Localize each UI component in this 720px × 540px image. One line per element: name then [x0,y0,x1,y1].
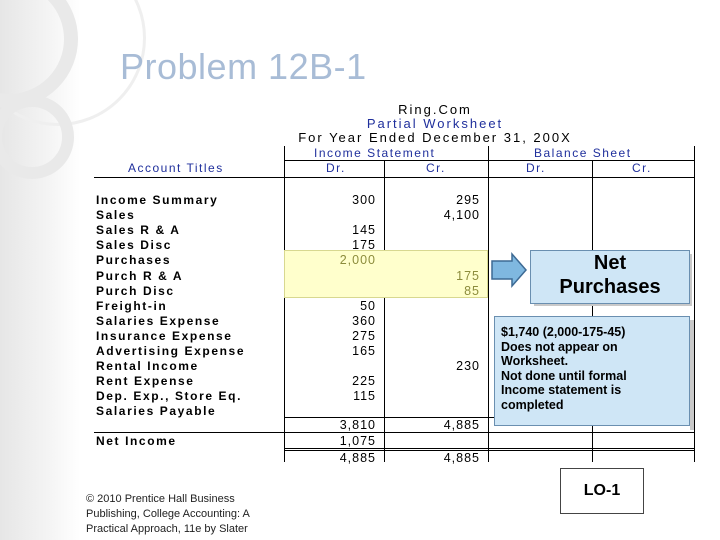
account-title-cell: Purch R & A [96,268,184,283]
amount-cell: 295 [456,193,480,207]
net-purchases-note [494,316,690,426]
note-line: $1,740 (2,000-175-45) [501,325,626,339]
is-cr-header: Cr. [426,161,446,175]
amount-cell: 360 [352,313,376,328]
account-title-cell: Purch Disc [96,283,175,298]
amount-cell: 2,000 [339,253,376,268]
account-title-cell: Sales Disc [96,238,173,253]
account-title-cell: Advertising Expense [96,344,246,358]
account-title-cell: Net Income [96,434,177,448]
amount-cell: 85 [464,283,480,298]
account-titles-header: Account Titles [128,161,224,175]
worksheet-title: Partial Worksheet [366,116,504,131]
amount-cell: 145 [352,223,376,238]
column-divider [488,146,489,462]
account-title-cell: Sales R & A [96,223,181,238]
account-title-cell: Income Summary [96,193,219,207]
amount-cell: 4,885 [443,451,480,465]
account-title-cell: Rental Income [96,359,199,374]
copyright-notice: © 2010 Prentice Hall Business Publishing, College Accounting: A Practical Approach, 11e by Slater [86,493,250,535]
note-line: Worksheet. [501,354,569,368]
slide-title: Problem 12B-1 [120,46,367,87]
worksheet-period: For Year Ended December 31, 200X [298,130,572,145]
net-purchases-callout [530,250,690,304]
worksheet-company: Ring.Com [398,102,472,117]
amount-cell: 175 [456,268,480,283]
header-rule [94,177,694,178]
note-line: Not done until formal [501,368,627,383]
amount-cell: 50 [360,298,376,313]
amount-cell: 3,810 [339,418,376,432]
income-statement-header: Income Statement [314,146,436,160]
subtotal-rule [94,432,694,433]
account-title-cell: Dep. Exp., Store Eq. [96,389,243,404]
amount-cell: 175 [352,238,376,253]
note-line: Does not appear on [501,339,618,354]
balance-sheet-header: Balance Sheet [534,146,632,160]
amount-cell: 4,100 [443,208,480,223]
net-income-rule [284,448,694,449]
account-title-cell: Sales [96,208,136,223]
subheader-rule [284,160,694,161]
amount-cell: 1,075 [339,434,376,448]
amount-cell: 4,885 [443,418,480,432]
amount-cell: 300 [352,193,376,207]
account-title-cell: Freight-in [96,298,168,313]
column-divider [694,146,695,462]
account-title-cell: Purchases [96,253,172,268]
note-line: completed [501,397,564,412]
callout-shadow [690,320,694,430]
is-dr-header: Dr. [326,161,346,175]
net-purchases-line1: Net [593,252,627,274]
bs-dr-header: Dr. [526,161,546,175]
bs-cr-header: Cr. [632,161,652,175]
account-title-cell: Salaries Expense [96,313,221,328]
learning-objective-badge: LO-1 [560,468,644,514]
amount-cell: 115 [353,389,376,404]
account-title-cell: Insurance Expense [96,328,233,343]
amount-cell: 165 [352,344,376,358]
account-title-cell: Rent Expense [96,374,195,389]
note-line: Income statement is [501,383,622,397]
amount-cell: 4,885 [339,451,376,465]
amount-cell: 230 [456,359,480,374]
net-purchases-line2: Purchases [559,276,661,298]
account-title-cell: Salaries Payable [96,404,217,419]
arrow-right-icon [490,252,530,288]
amount-cell: 225 [352,374,376,389]
column-divider [284,146,285,462]
amount-cell: 275 [352,328,376,343]
